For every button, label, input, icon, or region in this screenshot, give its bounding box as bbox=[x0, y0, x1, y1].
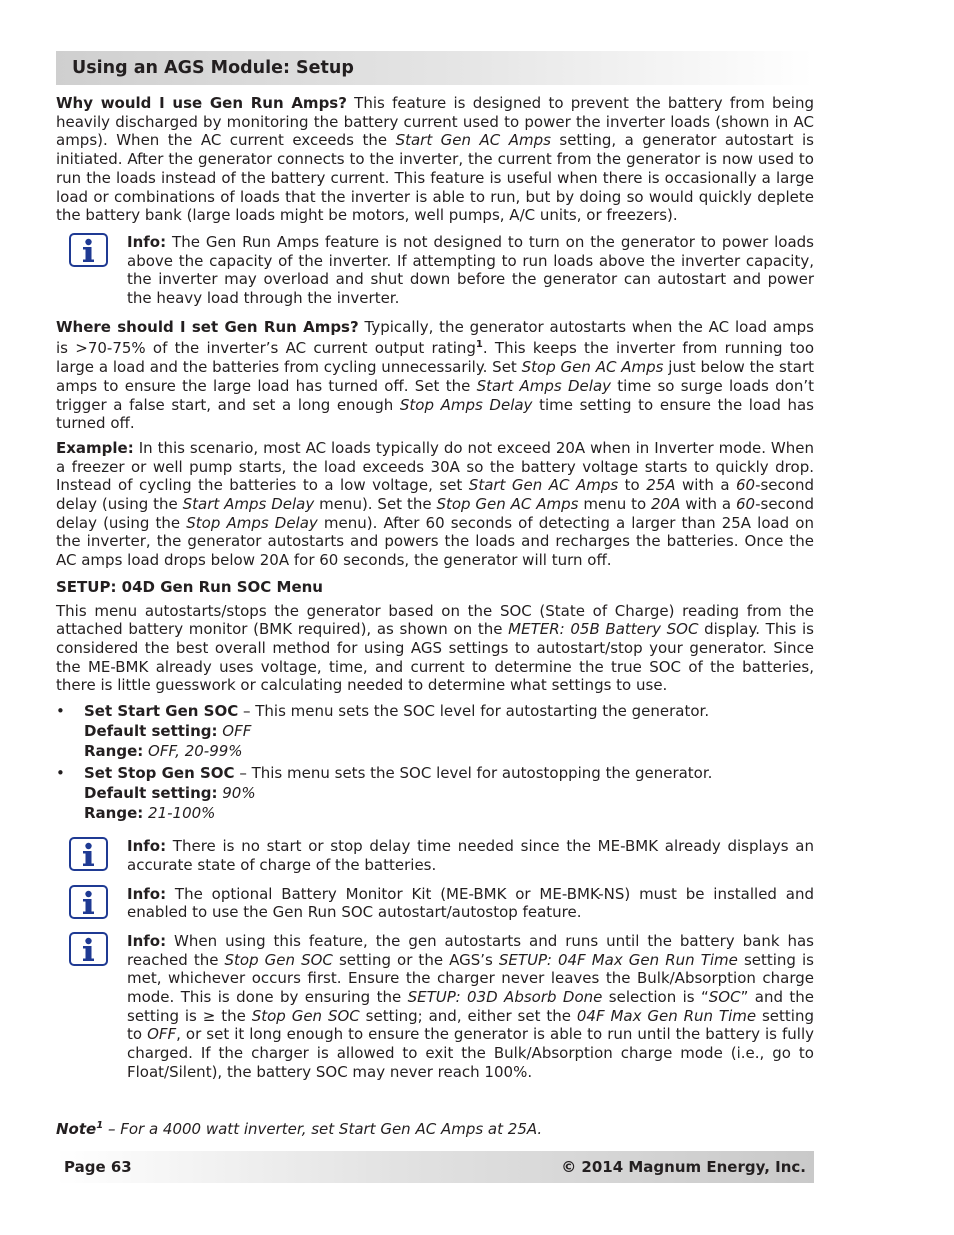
info-label: Info: bbox=[127, 837, 167, 856]
info-text bbox=[127, 885, 814, 922]
setting-name: METER: 05B Battery SOC bbox=[508, 620, 699, 639]
range-value: 21-100% bbox=[148, 804, 216, 823]
text: The Gen Run Amps feature is not designed to turn on the generator to power loads above the capacity of the inverter. If attempting to run loads above the inverter capacity, the inverter may overload and shut down before the generator can autostart and power the heavy load through the inverter. bbox=[127, 232, 814, 308]
range-label: Range: bbox=[84, 804, 144, 823]
bullet-start-gen-soc bbox=[56, 701, 814, 761]
setting-name: Stop Gen SOC bbox=[251, 1006, 360, 1025]
setting-value: 20A bbox=[651, 495, 681, 514]
footnote-label: Note bbox=[56, 1120, 97, 1138]
info-text bbox=[127, 233, 814, 308]
text: , or set it long enough to ensure the generator is able to run until the battery is fully charged. If the charger is allowed to exit the Bulk/Absorption charge mode (i.e., go to Float/Silent), the battery SOC may never reach 100%. bbox=[127, 1025, 815, 1081]
paragraph-lead: Example: bbox=[56, 438, 134, 457]
bullet-icon: • bbox=[56, 702, 65, 721]
text: setting is met, whichever occurs first. Ensure the charger never leaves the Bulk/Absorption charge mode. This is done by ensuring the bbox=[127, 950, 814, 1007]
setting-value: OFF bbox=[147, 1025, 177, 1044]
text: selection is “ bbox=[602, 988, 709, 1007]
page-footer bbox=[56, 1151, 814, 1183]
setting-name: Start Gen AC Amps bbox=[468, 476, 619, 495]
text: menu). Set the bbox=[314, 495, 437, 514]
paragraph-example bbox=[56, 439, 814, 570]
setting-value: 60 bbox=[735, 476, 756, 495]
text: ” and the setting is ≥ the bbox=[127, 988, 815, 1025]
bullet-icon: • bbox=[56, 764, 65, 783]
text: . This keeps the inverter from running too large a load and the batteries from cycling unnecessarily. Set bbox=[56, 339, 814, 377]
bullet-desc: – This menu sets the SOC level for autostopping the generator. bbox=[234, 764, 713, 783]
text: menu to bbox=[578, 495, 651, 514]
info-text bbox=[127, 932, 814, 1082]
default-value: 90% bbox=[222, 784, 256, 803]
setting-name: Stop Amps Delay bbox=[186, 513, 318, 532]
text: setting, a generator autostart is initiated. After the generator connects to the inverter, the current from the generator is now used to run the loads instead of the battery current. This feature is useful when there is occasionally a large load or combinations of loads that the inverter is able to run, but by doing so would quickly deplete the battery bank (large loads might be motors, well pumps, A/C units, or freezers). bbox=[56, 131, 814, 225]
setting-name: SETUP: 03D Absorb Done bbox=[407, 988, 603, 1007]
setting-name: Stop Gen AC Amps bbox=[436, 495, 579, 514]
text: to bbox=[618, 476, 647, 495]
bullet-desc: – This menu sets the SOC level for autostarting the generator. bbox=[238, 702, 710, 721]
paragraph-soc-menu bbox=[56, 602, 814, 696]
setting-name: Stop Amps Delay bbox=[399, 395, 533, 414]
text: menu). After 60 seconds of detecting a larger than 25A load on the inverter, the generator autostarts and powers the loads and recharges the batteries. Once the AC amps load drops below 20A for 60 seconds, the generator will turn off. bbox=[56, 513, 814, 570]
bullet-title: Set Start Gen SOC bbox=[84, 702, 239, 721]
footnote bbox=[56, 1120, 542, 1138]
page-number: Page 63 bbox=[64, 1158, 132, 1176]
page-title: Using an AGS Module: Setup bbox=[56, 51, 814, 85]
text: This feature is designed to prevent the battery from being heavily discharged by monitoring the battery current used to power the inverter loads (shown in AC amps). When the AC current exceeds the bbox=[56, 94, 815, 150]
setting-name: 04F Max Gen Run Time bbox=[576, 1006, 757, 1025]
text: just below the start amps to ensure the large load has turned off. Set the bbox=[56, 358, 814, 395]
setting-name: Start Amps Delay bbox=[182, 495, 315, 514]
text: setting to bbox=[127, 1006, 814, 1044]
text: with a bbox=[680, 495, 736, 514]
setting-name: Stop Gen AC Amps bbox=[521, 358, 664, 377]
text: There is no start or stop delay time needed since the ME-BMK already displays an accurate state of charge of the batteries. bbox=[127, 837, 814, 874]
info-label: Info: bbox=[127, 232, 167, 251]
setting-value: 25A bbox=[646, 476, 676, 495]
setting-name: Start Gen AC Amps bbox=[395, 131, 551, 150]
text: display. This is considered the best overall method for using AGS settings to autostart/stop your generator. Since the ME-BMK already uses voltage, time, and current to determine the true SOC of the batteries, there is little guesswork or calculating needed to determine what settings to use. bbox=[56, 620, 814, 695]
paragraph-why-gen-run-amps bbox=[56, 94, 814, 225]
info-icon bbox=[69, 233, 108, 267]
section-heading: SETUP: 04D Gen Run SOC Menu bbox=[56, 577, 323, 596]
page-content bbox=[56, 51, 814, 1092]
setting-value: SOC bbox=[708, 988, 741, 1007]
bullet-stop-gen-soc bbox=[56, 763, 814, 823]
footnote-text: – For a 4000 watt inverter, set Start Gen AC Amps at 25A. bbox=[103, 1120, 543, 1138]
info-note bbox=[56, 837, 814, 874]
default-label: Default setting: bbox=[84, 722, 218, 741]
text: This menu autostarts/stops the generator based on the SOC (State of Charge) reading from the attached battery monitor (BMK required), as shown on the bbox=[56, 601, 814, 639]
info-label: Info: bbox=[127, 884, 167, 903]
info-icon bbox=[69, 837, 108, 871]
setting-name: Stop Gen SOC bbox=[224, 950, 333, 969]
setting-name: SETUP: 04F Max Gen Run Time bbox=[498, 950, 738, 969]
info-note bbox=[56, 932, 814, 1082]
bullet-title: Set Stop Gen SOC bbox=[84, 764, 235, 783]
text: When using this feature, the gen autostarts and runs until the battery bank has reached the bbox=[127, 931, 814, 969]
text: setting; and, either set the bbox=[359, 1006, 577, 1025]
paragraph-lead: Why would I use Gen Run Amps? bbox=[56, 94, 347, 112]
default-value: OFF bbox=[222, 722, 252, 741]
info-note bbox=[56, 885, 814, 922]
setting-name: Start Amps Delay bbox=[476, 376, 612, 395]
text: Typically, the generator autostarts when the AC load amps is >70-75% of the inverter’s AC current output rating bbox=[56, 317, 814, 358]
text: In this scenario, most AC loads typically do not exceed 20A when in Inverter mode. When a freezer or well pump starts, the load exceeds 30A so the battery voltage starts to quickly drop. Instead of cycling the batteries to a low voltage, set bbox=[56, 438, 814, 495]
copyright: © 2014 Magnum Energy, Inc. bbox=[561, 1158, 806, 1176]
info-note bbox=[56, 233, 814, 308]
paragraph-lead: Where should I set Gen Run Amps? bbox=[56, 317, 359, 336]
info-label: Info: bbox=[127, 931, 167, 950]
info-icon bbox=[69, 885, 108, 919]
range-value: OFF, 20-99% bbox=[148, 742, 243, 761]
footnote-marker: 1 bbox=[96, 1120, 104, 1131]
default-label: Default setting: bbox=[84, 784, 218, 803]
paragraph-where-set bbox=[56, 318, 814, 433]
text: -second delay (using the bbox=[56, 495, 815, 532]
info-icon bbox=[69, 932, 108, 966]
text: setting or the AGS’s bbox=[332, 950, 499, 969]
text: time so surge loads don’t trigger a false start, and set a long enough bbox=[56, 376, 814, 414]
range-label: Range: bbox=[84, 742, 144, 761]
text: The optional Battery Monitor Kit (ME-BMK or ME-BMK-NS) must be installed and enabled to use the Gen Run SOC autostart/autostop feature. bbox=[127, 884, 814, 922]
info-text bbox=[127, 837, 814, 874]
footnote-marker: 1 bbox=[475, 339, 483, 351]
setting-value: 60 bbox=[736, 495, 756, 514]
text: time setting to ensure the load has turned off. bbox=[56, 395, 814, 433]
text: with a bbox=[675, 476, 736, 495]
text: -second delay (using the bbox=[56, 476, 814, 514]
